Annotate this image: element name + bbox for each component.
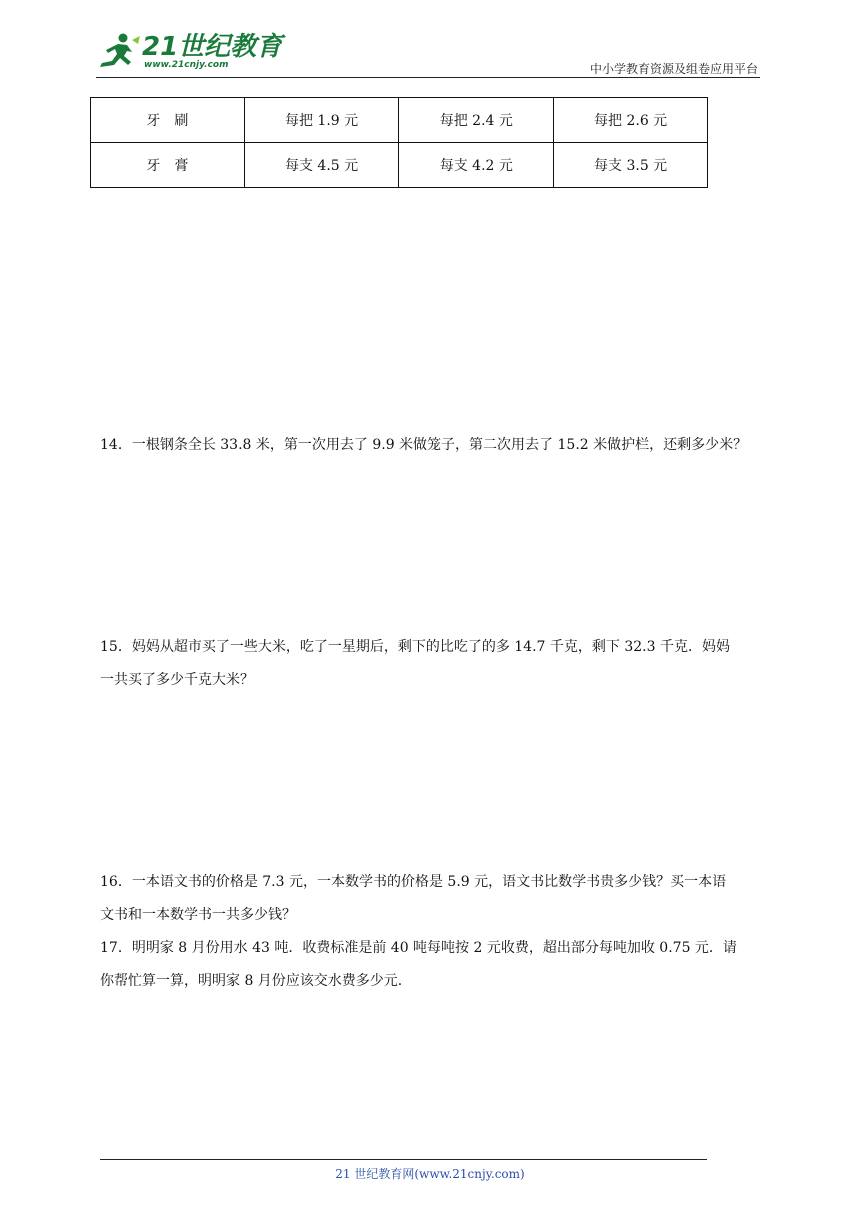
table-cell: 每支 3.5 元: [554, 143, 708, 188]
question-16: [100, 866, 760, 932]
footer-divider: [100, 1159, 707, 1160]
table-row: [91, 143, 708, 188]
question-text: 17．明明家 8 月份用水 43 吨．收费标准是前 40 吨每吨按 2 元收费，超出部分每吨加收 0.75 元．请: [100, 940, 737, 956]
table-cell: 每支 4.5 元: [244, 143, 399, 188]
table-cell: 每支 4.2 元: [399, 143, 554, 188]
question-text: 16．一本语文书的价格是 7.3 元，一本数学书的价格是 5.9 元，语文书比数学书贵多少钱？买一本语: [100, 874, 727, 890]
question-text: 文书和一本数学书一共多少钱？: [100, 907, 296, 923]
question-14: [100, 429, 760, 462]
table-cell: 牙 刷: [91, 98, 245, 143]
price-table: [90, 97, 708, 188]
header-divider: [96, 77, 760, 78]
logo-url: www.21cnjy.com: [144, 60, 229, 70]
question-17: [100, 932, 760, 998]
table-row: [91, 98, 708, 143]
platform-name: 中小学教育资源及组卷应用平台: [589, 62, 758, 76]
page-header: [96, 30, 760, 78]
logo-text: 21世纪教育: [142, 32, 283, 62]
question-text: 一共买了多少千克大米？: [100, 672, 254, 688]
question-text: 你帮忙算一算，明明家 8 月份应该交水费多少元．: [100, 973, 412, 989]
site-logo[interactable]: [96, 30, 283, 76]
footer-link[interactable]: 21 世纪教育网(www.21cnjy.com): [335, 1167, 525, 1181]
table-cell: 每把 2.6 元: [554, 98, 708, 143]
question-text: 15．妈妈从超市买了一些大米，吃了一星期后，剩下的比吃了的多 14.7 千克，剩下 32.3 千克．妈妈: [100, 639, 730, 655]
question-15: [100, 631, 760, 697]
running-figure-icon: [96, 32, 142, 72]
table-cell: 每把 2.4 元: [399, 98, 554, 143]
table-cell: 每把 1.9 元: [244, 98, 399, 143]
question-text: 14．一根钢条全长 33.8 米，第一次用去了 9.9 米做笼子，第二次用去了 15.2 米做护栏，还剩多少米？: [100, 437, 748, 453]
table-cell: 牙 膏: [91, 143, 245, 188]
